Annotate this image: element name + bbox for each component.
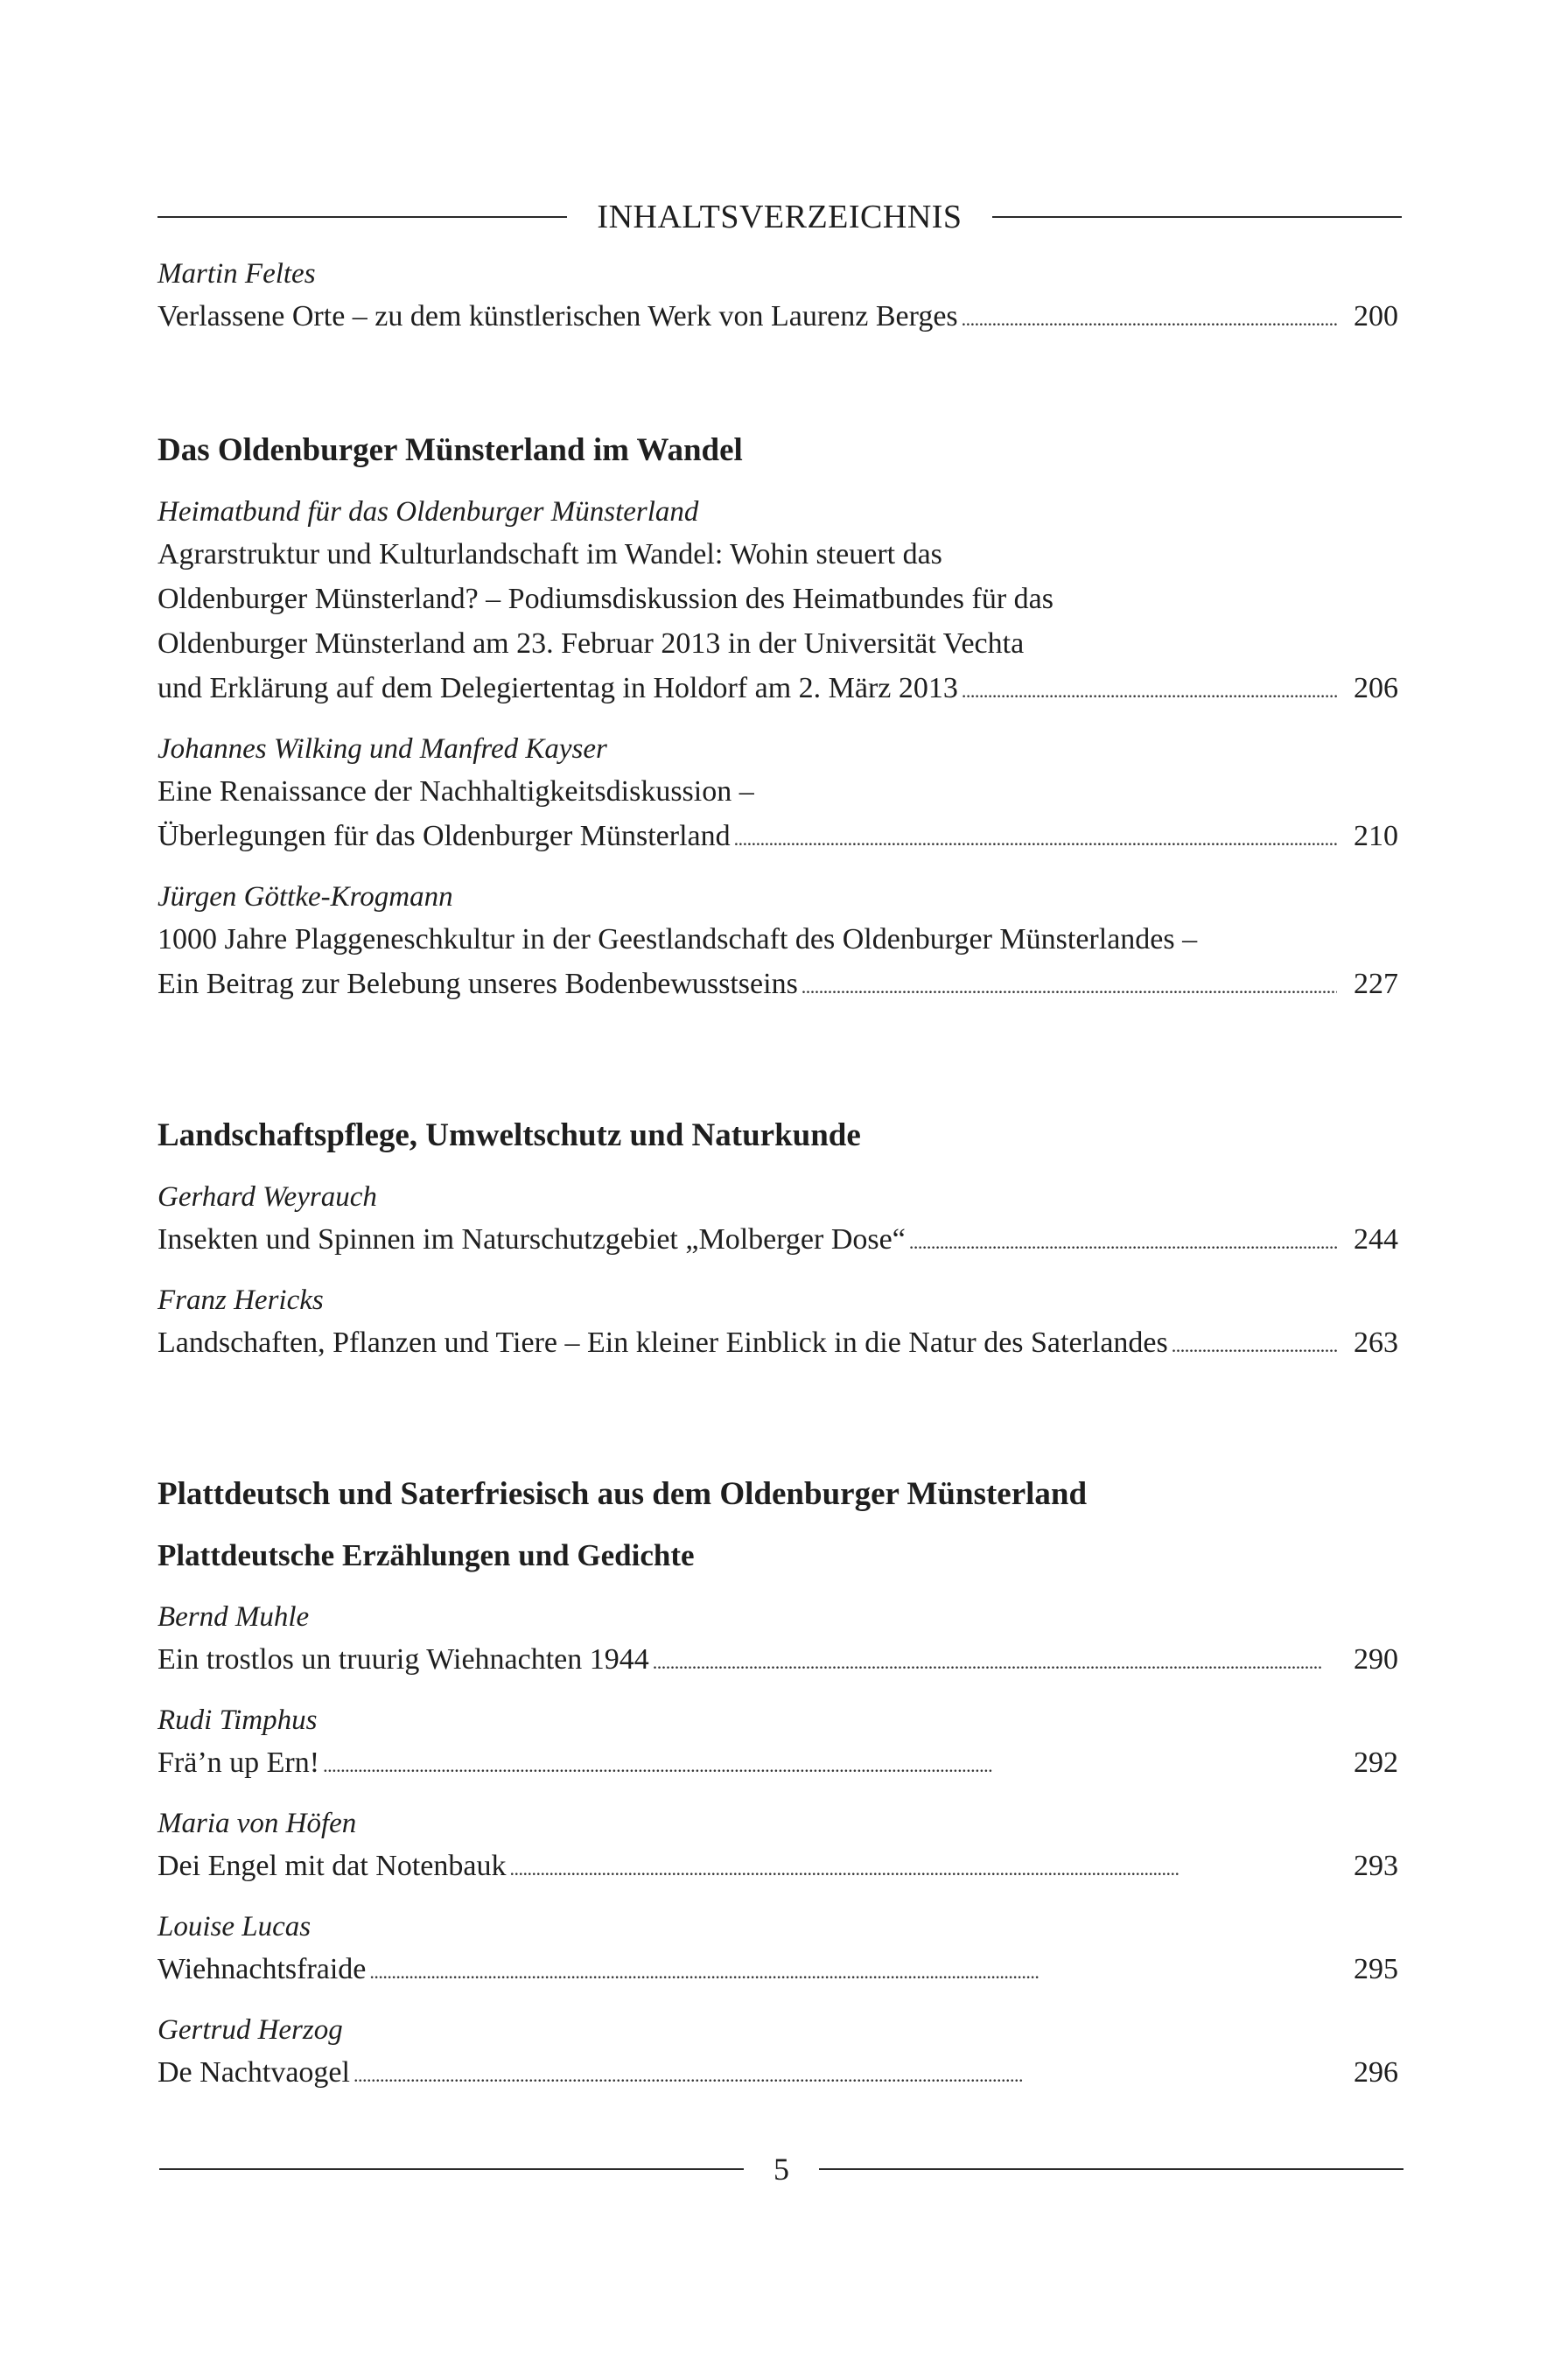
entry-title-line: [158, 2050, 1398, 2097]
entry-author: Jürgen Göttke-Krogmann: [158, 881, 453, 913]
section-heading: Landschaftspflege, Umweltschutz und Naturkunde: [158, 1117, 861, 1153]
toc-entry: [158, 1907, 1398, 1994]
dot-leader: [802, 964, 1337, 1009]
entry-title-line: Oldenburger Münsterland? – Podiumsdiskussion des Heimatbundes für das: [158, 583, 1054, 615]
entry-author: Johannes Wilking und Manfred Kayser: [158, 733, 607, 765]
page-title: INHALTSVERZEICHNIS: [597, 199, 962, 235]
toc-entry: [158, 1700, 1398, 1788]
toc-entry: [158, 1177, 1398, 1264]
section-heading: Das Oldenburger Münsterland im Wandel: [158, 432, 743, 468]
toc-entry: [158, 492, 1398, 713]
entry-page: 293: [1354, 1850, 1398, 1882]
entry-author: Gertrud Herzog: [158, 2014, 343, 2046]
entry-title: und Erklärung auf dem Delegiertentag in Holdorf am 2. März 2013: [158, 672, 958, 704]
toc-section: [158, 1114, 1398, 1368]
entry-page: 296: [1354, 2056, 1398, 2089]
entry-title-line: [158, 1947, 1398, 1994]
entry-title: Frä’n up Ern!: [158, 1746, 320, 1779]
entry-title-line: [158, 1637, 1398, 1684]
dot-leader: [509, 1846, 1337, 1891]
entry-title-line: [158, 294, 1398, 341]
dot-leader: [653, 1640, 1337, 1684]
page-footer: [159, 2152, 1404, 2187]
section-heading: Plattdeutsch und Saterfriesisch aus dem Oldenburger Münsterland: [158, 1476, 1088, 1512]
entry-title: Ein trostlos un truurig Wiehnachten 1944: [158, 1643, 649, 1676]
toc-entry: [158, 877, 1398, 1009]
entry-page: 227: [1354, 968, 1398, 1000]
entry-title-line: [158, 814, 1398, 861]
entry-page: 206: [1354, 672, 1398, 704]
entry-title: Ein Beitrag zur Belebung unseres Bodenbewusstseins: [158, 968, 798, 1000]
toc-content: [158, 254, 1398, 2097]
entry-author: Gerhard Weyrauch: [158, 1181, 377, 1213]
entry-title-line: [158, 1320, 1398, 1368]
entry-page: 263: [1354, 1326, 1398, 1359]
entry-author: Rudi Timphus: [158, 1704, 318, 1736]
footer-rule-left: [159, 2168, 744, 2170]
entry-title-line: Eine Renaissance der Nachhaltigkeitsdiskussion –: [158, 775, 754, 808]
entry-page: 290: [1354, 1643, 1398, 1676]
entry-page: 244: [1354, 1223, 1398, 1256]
dot-leader: [962, 297, 1337, 341]
entry-author: Bernd Muhle: [158, 1601, 310, 1633]
entry-title-line: Agrarstruktur und Kulturlandschaft im Wandel: Wohin steuert das: [158, 538, 942, 570]
section-subheading: Plattdeutsche Erzählungen und Gedichte: [158, 1538, 695, 1572]
dot-leader: [909, 1220, 1337, 1264]
toc-entry: [158, 729, 1398, 861]
entry-page: 210: [1354, 820, 1398, 852]
entry-title-line: [158, 1217, 1398, 1264]
toc-entry: [158, 1597, 1398, 1684]
header-rule-left: [158, 216, 567, 218]
entry-title-line: [158, 962, 1398, 1009]
dot-leader: [369, 1950, 1337, 1994]
entry-title: Dei Engel mit dat Notenbauk: [158, 1850, 507, 1882]
entry-page: 200: [1354, 300, 1398, 332]
entry-title: Wiehnachtsfraide: [158, 1953, 367, 1985]
toc-entry: [158, 1280, 1398, 1368]
dot-leader: [323, 1743, 1337, 1788]
page-number: 5: [774, 2152, 789, 2187]
entry-title-line: [158, 666, 1398, 713]
dot-leader: [962, 668, 1337, 713]
entry-page: 292: [1354, 1746, 1398, 1779]
entry-author: Martin Feltes: [158, 258, 316, 290]
entry-title-line: [158, 1844, 1398, 1891]
toc-section: [158, 429, 1398, 1009]
toc-entry: [158, 254, 1398, 341]
entry-title: Insekten und Spinnen im Naturschutzgebiet „Molberger Dose“: [158, 1223, 906, 1256]
entry-title: Überlegungen für das Oldenburger Münsterland: [158, 820, 731, 852]
footer-rule-right: [819, 2168, 1404, 2170]
entry-title-line: [158, 1740, 1398, 1788]
entry-title-line: Oldenburger Münsterland am 23. Februar 2013 in der Universität Vechta: [158, 627, 1025, 660]
entry-author: Louise Lucas: [158, 1911, 312, 1942]
toc-section: [158, 1473, 1398, 2097]
toc-entry: [158, 1803, 1398, 1891]
entry-title: Landschaften, Pflanzen und Tiere – Ein kleiner Einblick in die Natur des Saterlandes: [158, 1326, 1168, 1359]
entry-author: Maria von Höfen: [158, 1808, 357, 1839]
dot-leader: [354, 2053, 1337, 2097]
entry-author: Franz Hericks: [158, 1284, 324, 1316]
entry-title-line: 1000 Jahre Plaggeneschkultur in der Geestlandschaft des Oldenburger Münsterlandes –: [158, 923, 1198, 956]
entry-title: De Nachtvaogel: [158, 2056, 350, 2089]
dot-leader: [734, 816, 1337, 861]
entry-page: 295: [1354, 1953, 1398, 1985]
page-header: [158, 200, 1402, 234]
entry-author: Heimatbund für das Oldenburger Münsterland: [158, 496, 699, 528]
dot-leader: [1172, 1323, 1337, 1368]
toc-entry: [158, 2010, 1398, 2097]
entry-title: Verlassene Orte – zu dem künstlerischen Werk von Laurenz Berges: [158, 300, 958, 332]
header-rule-right: [992, 216, 1402, 218]
